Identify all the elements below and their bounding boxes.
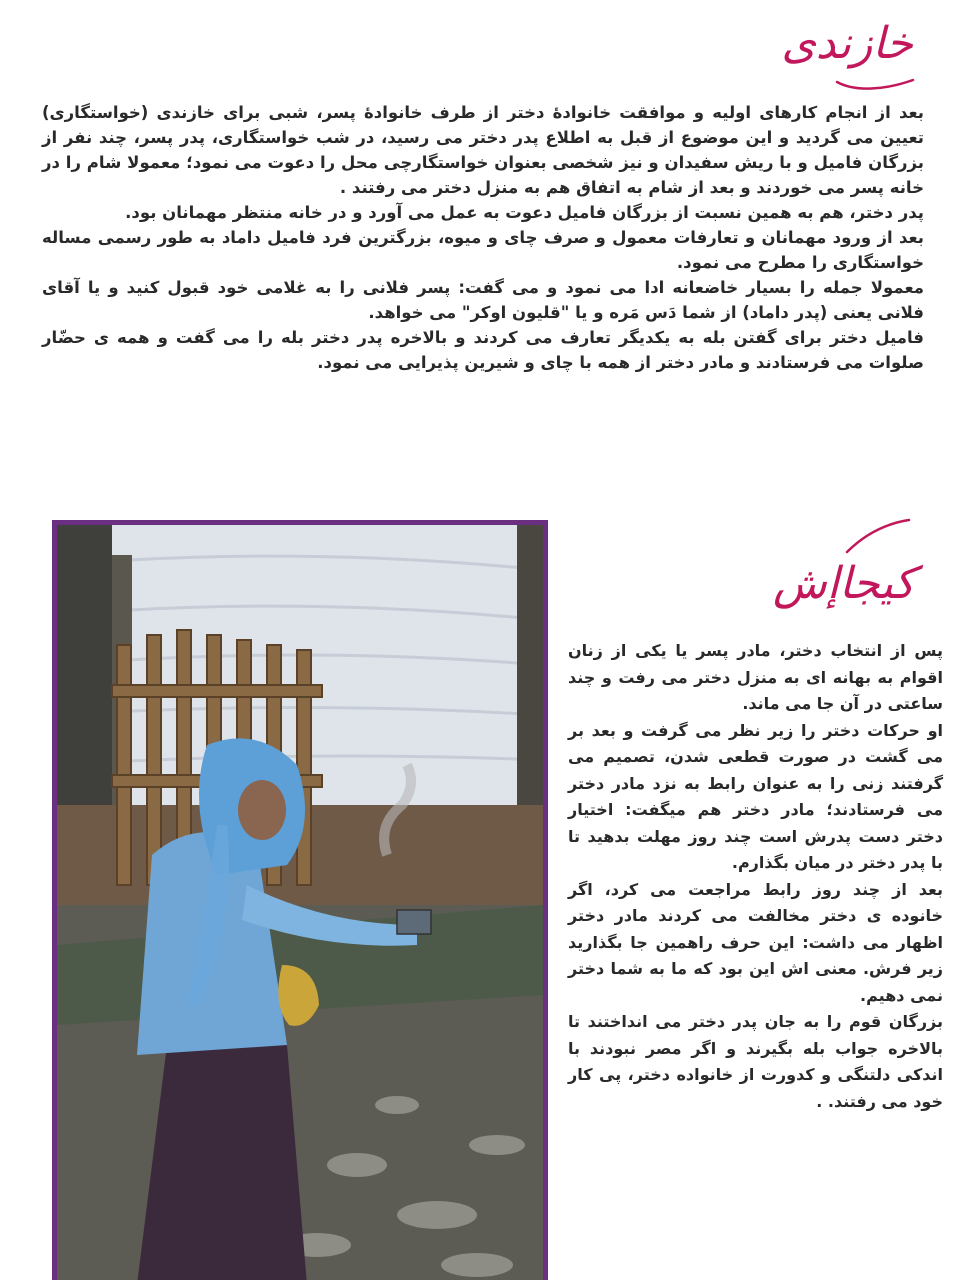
title-underline-flourish — [835, 78, 915, 92]
paragraph: بعد از چند روز رابط مراجعت می کرد، اگر خانوده ی دختر مخالفت می کردند مادر دختر اظهار می داشت: این حرف راهمین جا بگذارید زیر فرش. معنی اش این بود که ما به شما دختر نمی دهیم. — [568, 879, 943, 1005]
paragraph: بعد از انجام کارهای اولیه و موافقت خانوادهٔ دختر از طرف خانوادهٔ پسر، شبی برای خازندی (خواستگاری) تعیین می گردید و این موضوع از قبل به اطلاع پدر دختر می رسید، در شب خواستگاری، پدر پسر، چند نفر از بزرگان فامیل و با ریش سفیدان و نیز شخصی بعنوان خواستگارچی محل را دعوت می نمود؛ معمولا شام را در خانه پسر می خوردند و بعد از شام به اتفاق هم به منزل دختر می رفتند . — [42, 103, 924, 197]
photo-frame — [52, 520, 548, 1280]
section1-body — [42, 100, 924, 375]
section2-body — [568, 638, 943, 1115]
paragraph: پس از انتخاب دختر، مادر پسر یا یکی از زنان اقوام به بهانه ای به منزل دختر می رفت و چند ساعتی در آن جا می ماند. — [568, 641, 943, 713]
paragraph: فامیل دختر برای گفتن بله به یکدیگر تعارف می کردند و بالاخره پدر دختر بله را می گفت و همه ی حضّار صلوات می فرستادند و مادر دختر از همه با چای و شیرین پذیرایی می نمود. — [42, 328, 924, 372]
section2-title: کیجاإش — [773, 558, 915, 609]
title-flourish — [843, 516, 913, 556]
paragraph: بزرگان قوم را به جان پدر دختر می انداختند تا بالاخره جواب بله بگیرند و اگر مصر نبودند با اندکی دلتنگی و کدورت از خانواده دختر، پی کار خود می رفتند. . — [568, 1012, 943, 1111]
woman-with-incense-photo — [57, 525, 543, 1280]
paragraph: بعد از ورود مهمانان و تعارفات معمول و صرف چای و میوه، بزرگترین فرد فامیل داماد به طور رسمی مساله خواستگاری را مطرح می نمود. — [42, 228, 924, 272]
section1-title: خازندی — [781, 18, 913, 69]
paragraph: معمولا جمله را بسیار خاضعانه ادا می نمود و می گفت: پسر فلانی را به غلامی خود قبول کنید و یا آقای فلانی یعنی (پدر داماد) از شما دَس مَره و یا "قلیون اوکر" می خواهد. — [42, 278, 924, 322]
paragraph: او حرکات دختر را زیر نظر می گرفت و بعد بر می گشت در صورت قطعی شدن، تصمیم می گرفتند زنی را به عنوان رابط به نزد مادر دختر می فرستادند؛ مادر دختر هم میگفت: اختیار دختر دست پدرش است چند روز مهلت بدهید تا با پدر دختر در میان بگذارم. — [568, 720, 943, 872]
paragraph: پدر دختر، هم به همین نسبت از بزرگان فامیل دعوت به عمل می آورد و در خانه منتظر مهمانان بود. — [125, 203, 924, 222]
